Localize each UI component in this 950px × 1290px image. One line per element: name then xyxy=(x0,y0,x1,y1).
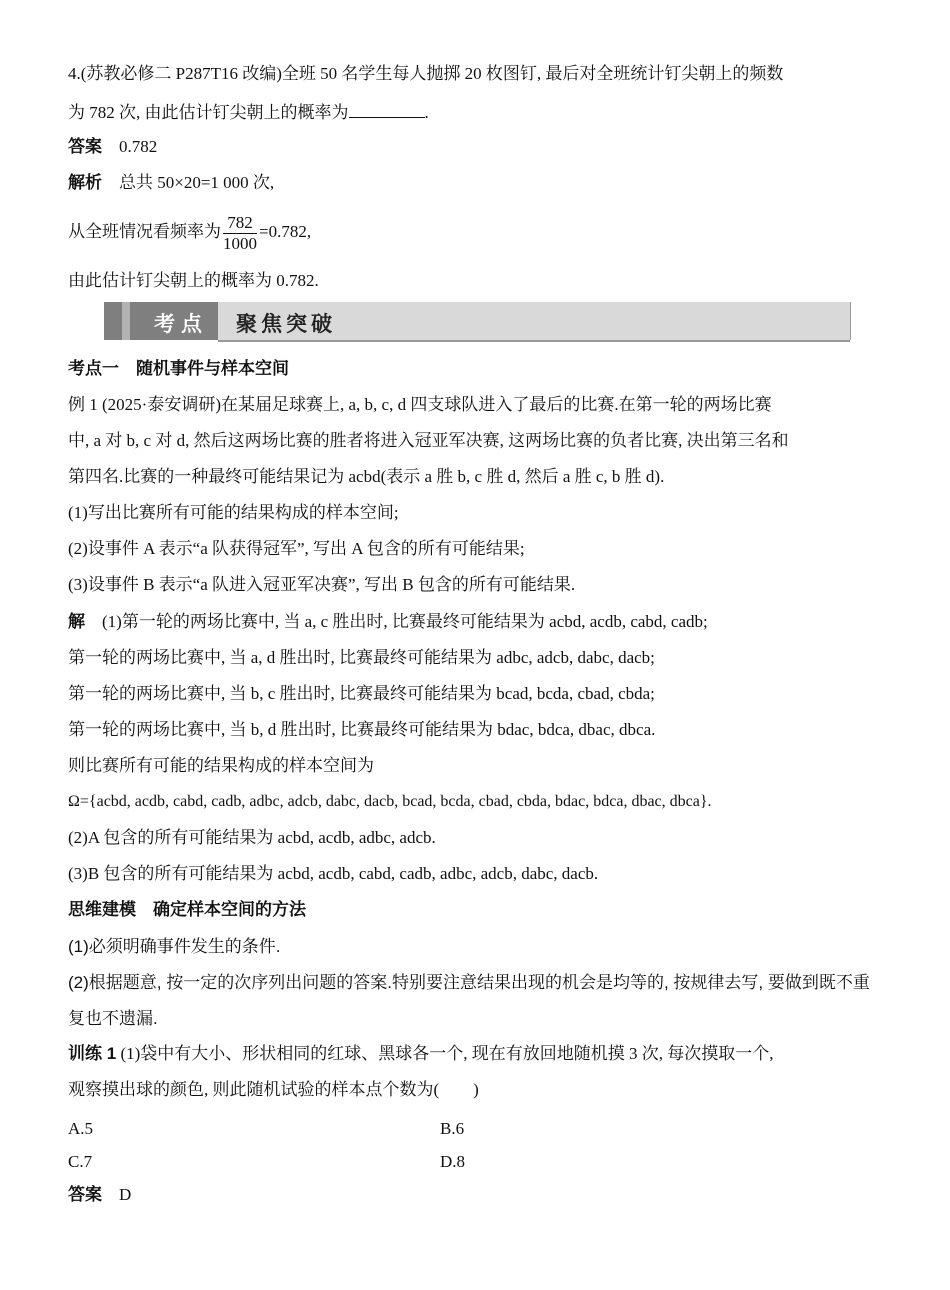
q4-line-2-end: . xyxy=(424,103,429,122)
example-line-2: 中, a 对 b, c 对 d, 然后这两场比赛的胜者将进入冠亚军决赛, 这两场比赛的负者比赛, 决出第三名和 xyxy=(68,431,789,450)
analysis-label: 解析 xyxy=(68,173,102,192)
training-label: 训练 1 xyxy=(68,1044,117,1063)
q4-analysis-1 xyxy=(68,171,274,195)
training-answer xyxy=(68,1183,131,1207)
answer-value: 0.782 xyxy=(119,137,158,156)
fraction xyxy=(223,213,257,254)
training-line-2: 观察摸出球的颜色, 则此随机试验的样本点个数为( ) xyxy=(68,1080,479,1099)
sample-space: Ω={acbd, acdb, cabd, cadb, adbc, adcb, dabc, dacb, bcad, bcda, cbad, cbda, bdac, bdca, dbac, dbca}. xyxy=(68,793,712,810)
analysis-text-2-post: =0.782, xyxy=(259,222,312,241)
solution-line-7: (2)A 包含的所有可能结果为 acbd, acdb, adbc, adcb. xyxy=(68,828,436,847)
q4-line-1: 4.(苏教必修二 P287T16 改编)全班 50 名学生每人抛掷 20 枚图钉, 最后对全班统计钉尖朝上的频数 xyxy=(68,64,784,83)
example-line-1: 例 1 (2025·泰安调研)在某届足球赛上, a, b, c, d 四支球队进入了最后的比赛.在第一轮的两场比赛 xyxy=(68,395,772,414)
section-title: 考点一 随机事件与样本空间 xyxy=(68,359,289,378)
example-line-3: 第四名.比赛的一种最终可能结果记为 acbd(表示 a 胜 b, c 胜 d, 然后 a 胜 c, b 胜 d). xyxy=(68,467,665,486)
option-b[interactable]: B.6 xyxy=(440,1119,465,1138)
q4-analysis-3: 由此估计钉尖朝上的概率为 0.782. xyxy=(68,271,319,290)
banner-underline xyxy=(218,340,850,342)
section-banner xyxy=(104,302,850,340)
q4-line-2 xyxy=(68,99,429,125)
banner-stripe xyxy=(122,302,130,340)
training-answer-label: 答案 xyxy=(68,1185,102,1204)
q4-answer xyxy=(68,135,157,159)
solution-line-1 xyxy=(68,610,708,634)
solution-text-1: (1)第一轮的两场比赛中, 当 a, c 胜出时, 比赛最终可能结果为 acbd, acdb, cabd, cadb; xyxy=(102,612,708,631)
model-title: 思维建模 确定样本空间的方法 xyxy=(68,900,306,919)
training-line-1 xyxy=(68,1042,774,1066)
answer-label: 答案 xyxy=(68,137,102,156)
banner-right-label: 聚焦突破 xyxy=(236,312,336,336)
solution-line-2: 第一轮的两场比赛中, 当 a, d 胜出时, 比赛最终可能结果为 adbc, adcb, dabc, dacb; xyxy=(68,648,655,667)
example-question-2: (2)设事件 A 表示“a 队获得冠军”, 写出 A 包含的所有可能结果; xyxy=(68,539,525,558)
fraction-denominator: 1000 xyxy=(223,233,257,253)
analysis-text-2-pre: 从全班情况看频率为 xyxy=(68,222,221,241)
example-question-3: (3)设事件 B 表示“a 队进入冠亚军决赛”, 写出 B 包含的所有可能结果. xyxy=(68,575,576,594)
q4-line-2-text: 为 782 次, 由此估计钉尖朝上的概率为 xyxy=(68,103,349,122)
solution-line-3: 第一轮的两场比赛中, 当 b, c 胜出时, 比赛最终可能结果为 bcad, bcda, cbad, cbda; xyxy=(68,684,655,703)
solution-line-4: 第一轮的两场比赛中, 当 b, d 胜出时, 比赛最终可能结果为 bdac, bdca, dbac, dbca. xyxy=(68,720,656,739)
q4-analysis-2 xyxy=(68,210,311,254)
answer-blank xyxy=(349,99,425,118)
analysis-text-1: 总共 50×20=1 000 次, xyxy=(119,173,275,192)
option-a[interactable]: A.5 xyxy=(68,1119,94,1138)
model-point-2: (2)根据题意, 按一定的次序列出问题的答案.特别要注意结果出现的机会是均等的, 按规律去写, 要做到既不重复也不遗漏. xyxy=(68,973,870,1028)
solution-line-5: 则比赛所有可能的结果构成的样本空间为 xyxy=(68,756,374,775)
solution-line-8: (3)B 包含的所有可能结果为 acbd, acdb, cabd, cadb, adbc, adcb, dabc, dacb. xyxy=(68,864,599,883)
option-c[interactable]: C.7 xyxy=(68,1152,93,1171)
training-text-1: (1)袋中有大小、形状相同的红球、黑球各一个, 现在有放回地随机摸 3 次, 每次摸取一个, xyxy=(116,1044,774,1063)
model-point-1: (1)必须明确事件发生的条件. xyxy=(68,937,281,956)
option-d[interactable]: D.8 xyxy=(440,1152,466,1171)
example-question-1: (1)写出比赛所有可能的结果构成的样本空间; xyxy=(68,503,399,522)
fraction-numerator: 782 xyxy=(223,213,257,234)
training-answer-value: D xyxy=(119,1185,132,1204)
banner-left-label: 考点 xyxy=(154,312,208,336)
solution-label: 解 xyxy=(68,612,85,631)
